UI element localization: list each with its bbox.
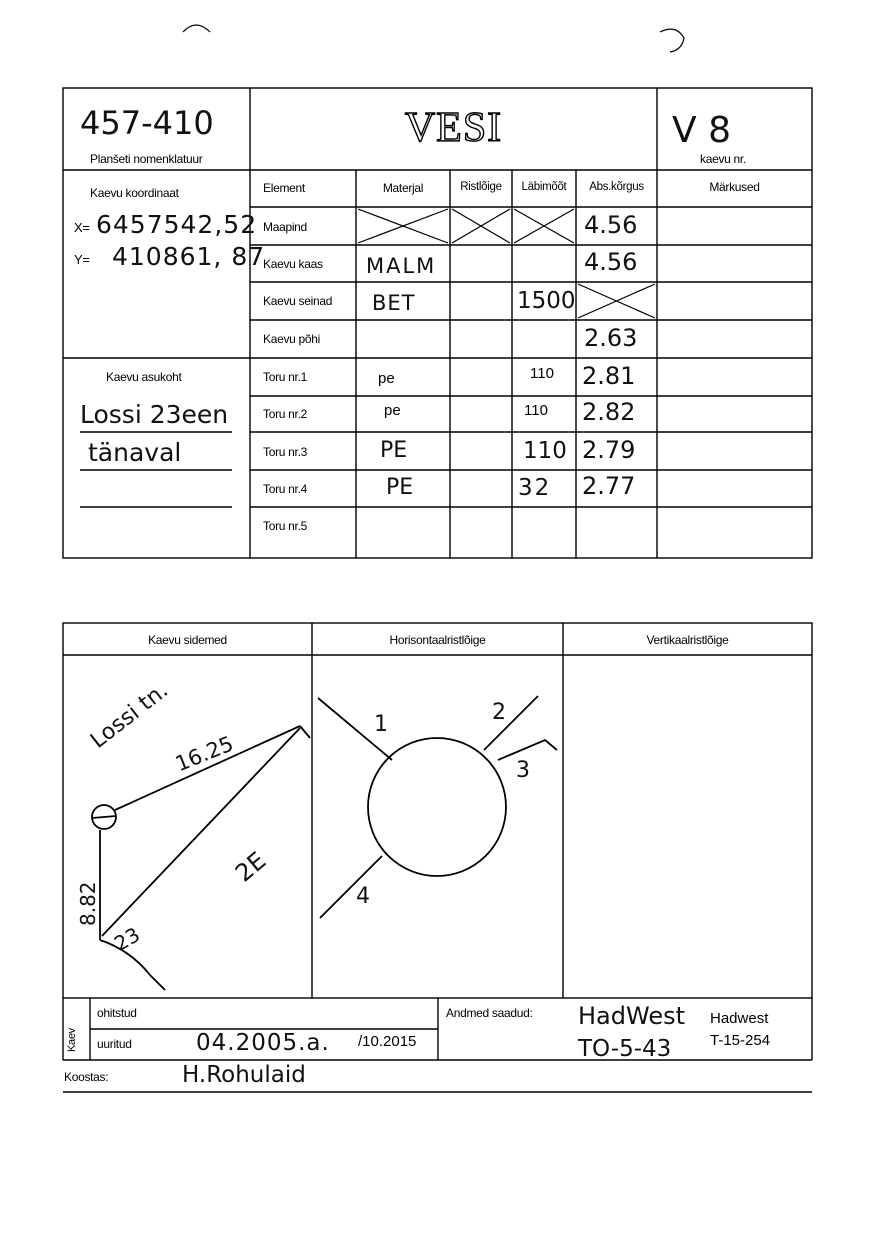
x-coordinate: 6457542,52 [96,210,258,239]
header-notes: Märkused [709,180,760,194]
row-element: Toru nr.5 [263,519,307,533]
row-material: BET [372,291,416,315]
pipe-number-3: 3 [516,758,530,783]
andmed-label: Andmed saadud: [446,1006,533,1020]
row-element: Kaevu kaas [263,257,323,271]
row-element: Toru nr.1 [263,370,307,384]
distance-corner: 23 [110,922,145,956]
row-height: 2.81 [582,362,636,390]
sketch-col-horizontal: Horisontaalristlõige [389,633,486,647]
uuritud-date-typed: /10.2015 [358,1033,417,1050]
form-title: VESI [404,105,503,151]
plan-code: 457-410 [80,104,214,142]
row-height: 4.56 [584,248,638,276]
pipe-label: 2E [230,846,272,888]
row-material: pe [384,402,401,419]
kaev-label: Kaev [66,1028,78,1052]
row-diameter: 110 [524,402,548,419]
row-material: PE [386,475,414,500]
header-cross: Ristlõige [460,181,502,193]
row-element: Toru nr.2 [263,407,307,421]
andmed-handwritten-2: TO-5-43 [578,1036,672,1062]
row-diameter: 32 [518,475,552,501]
row-diameter: 1500 [517,288,576,314]
andmed-typed-2: T-15-254 [710,1032,771,1049]
row-height: 2.63 [584,324,638,352]
uuritud-date: 04.2005.a. [196,1030,330,1056]
y-prefix: Y= [74,252,90,267]
distance-side: 8.82 [76,881,100,926]
koostas-label: Koostas: [64,1070,109,1084]
row-material: pe [378,370,395,387]
koostas-name: H.Rohulaid [182,1062,306,1088]
ohitstud-label: ohitstud [97,1006,137,1020]
uuritud-label: uuritud [97,1037,132,1051]
street-label: Lossi tn. [86,678,174,754]
pipe-number-1: 1 [374,712,388,737]
row-material: PE [380,438,408,463]
row-element: Toru nr.3 [263,445,307,459]
pipe-number-4: 4 [356,884,370,909]
header-height: Abs.kõrgus [589,181,644,193]
row-height: 2.79 [582,436,636,464]
coords-label: Kaevu koordinaat [90,186,179,200]
row-height: 4.56 [584,211,638,239]
row-diameter: 110 [523,438,567,464]
sketch-col-vertical: Vertikaalristlõige [646,633,729,647]
row-height: 2.82 [582,398,636,426]
row-height: 2.77 [582,472,636,500]
sketch-col-ties: Kaevu sidemed [148,633,227,647]
row-element: Kaevu põhi [263,332,321,346]
location-line2: tänaval [88,438,182,467]
header-material: Materjal [382,181,424,195]
plan-label: Planšeti nomenklatuur [90,152,203,166]
distance-street: 16.25 [172,731,237,777]
location-label: Kaevu asukoht [106,370,182,384]
andmed-handwritten-1: HadWest [578,1002,685,1030]
pipe-number-2: 2 [492,700,506,725]
y-coordinate: 410861, 87 [112,242,266,271]
header-element: Element [263,181,305,195]
row-element: Maapind [263,220,307,234]
well-label: kaevu nr. [700,152,746,166]
row-material: MALM [366,254,437,278]
row-element: Kaevu seinad [263,294,333,308]
x-prefix: X= [74,220,90,235]
row-diameter: 110 [530,365,554,382]
location-line1: Lossi 23een [80,400,229,429]
andmed-typed-1: Hadwest [710,1010,769,1027]
header-diameter: Läbimõõt [521,181,567,193]
horizontal-section [318,696,557,918]
well-number: V 8 [672,110,731,151]
row-element: Toru nr.4 [263,482,307,496]
